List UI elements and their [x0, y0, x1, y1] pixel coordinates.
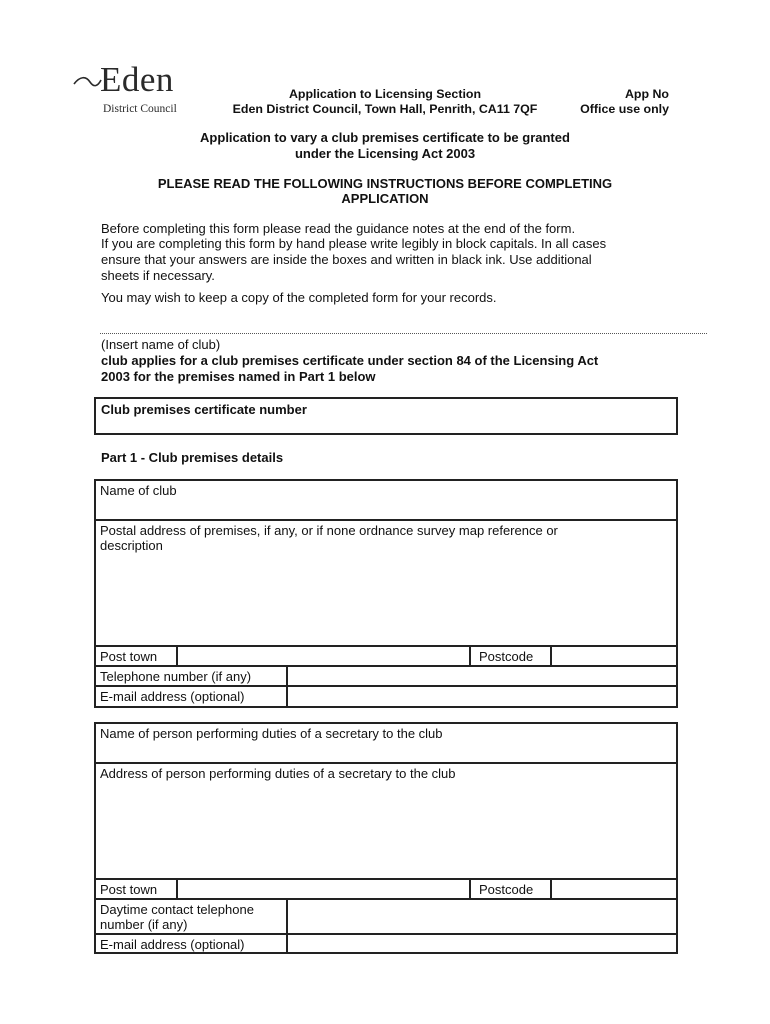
postal-address-label-line1: Postal address of premises, if any, or if none ordnance survey map reference or	[100, 523, 558, 538]
certificate-number-box[interactable]	[94, 397, 678, 435]
instructions-para2: You may wish to keep a copy of the completed form for your records.	[101, 290, 497, 305]
office-use-label: Office use only	[580, 102, 669, 116]
form-title-line2: under the Licensing Act 2003	[294, 146, 476, 161]
header-address: Eden District Council, Town Hall, Penrith, CA11 7QF	[232, 102, 538, 116]
postal-address-field[interactable]	[95, 520, 677, 646]
club-statement-line2: 2003 for the premises named in Part 1 below	[101, 369, 376, 384]
app-no-label: App No	[624, 87, 669, 101]
name-of-club-field[interactable]	[95, 480, 677, 520]
instructions-heading-line1: PLEASE READ THE FOLLOWING INSTRUCTIONS BEFORE COMPLETING	[157, 176, 613, 191]
secretary-post-town-label-cell	[95, 879, 177, 899]
secretary-email-input[interactable]	[287, 934, 677, 953]
certificate-number-label: Club premises certificate number	[101, 402, 307, 417]
secretary-post-town-label: Post town	[100, 882, 158, 897]
secretary-postcode-input[interactable]	[551, 879, 677, 899]
postcode-input[interactable]	[551, 646, 677, 666]
instructions-heading-line2: APPLICATION	[341, 191, 429, 206]
council-logo: Eden	[100, 60, 174, 99]
postcode-label: Postcode	[479, 649, 534, 664]
insert-club-name-label: (Insert name of club)	[101, 337, 221, 352]
form-title-line1: Application to vary a club premises certificate to be granted	[200, 130, 570, 145]
telephone-label-cell	[95, 666, 287, 686]
logo-swash-icon	[72, 72, 102, 92]
header-section: Application to Licensing Section	[288, 87, 482, 101]
part1-heading: Part 1 - Club premises details	[101, 450, 284, 465]
secretary-email-label: E-mail address (optional)	[100, 937, 245, 952]
telephone-input[interactable]	[287, 666, 677, 686]
postcode-label-cell	[470, 646, 551, 666]
post-town-input[interactable]	[177, 646, 470, 666]
secretary-phone-input[interactable]	[287, 899, 677, 934]
post-town-label: Post town	[100, 649, 158, 664]
instructions-para1-line2: If you are completing this form by hand please write legibly in block capitals. In all cases	[101, 236, 607, 251]
secretary-email-label-cell	[95, 934, 287, 953]
secretary-postcode-label: Postcode	[479, 882, 534, 897]
secretary-post-town-input[interactable]	[177, 879, 470, 899]
email-input[interactable]	[287, 686, 677, 707]
postal-address-label-line2: description	[100, 538, 163, 553]
email-label: E-mail address (optional)	[100, 689, 245, 704]
council-logo-subtitle: District Council	[103, 103, 177, 115]
secretary-address-label: Address of person performing duties of a secretary to the club	[100, 766, 456, 781]
club-statement-line1: club applies for a club premises certificate under section 84 of the Licensing Act	[101, 353, 599, 368]
instructions-para1-line3: ensure that your answers are inside the boxes and written in black ink. Use additional	[101, 252, 592, 267]
secretary-phone-label-line2: number (if any)	[100, 917, 188, 932]
secretary-postcode-label-cell	[470, 879, 551, 899]
post-town-label-cell	[95, 646, 177, 666]
instructions-para1-line1: Before completing this form please read the guidance notes at the end of the form.	[101, 221, 576, 236]
secretary-phone-label-line1: Daytime contact telephone	[100, 902, 254, 917]
secretary-name-field[interactable]	[95, 723, 677, 763]
secretary-address-field[interactable]	[95, 763, 677, 879]
club-name-line[interactable]	[100, 333, 707, 334]
email-label-cell	[95, 686, 287, 707]
telephone-label: Telephone number (if any)	[100, 669, 252, 684]
secretary-phone-label-cell	[95, 899, 287, 934]
name-of-club-label: Name of club	[100, 483, 177, 498]
instructions-para1-line4: sheets if necessary.	[101, 268, 215, 283]
secretary-name-label: Name of person performing duties of a secretary to the club	[100, 726, 443, 741]
